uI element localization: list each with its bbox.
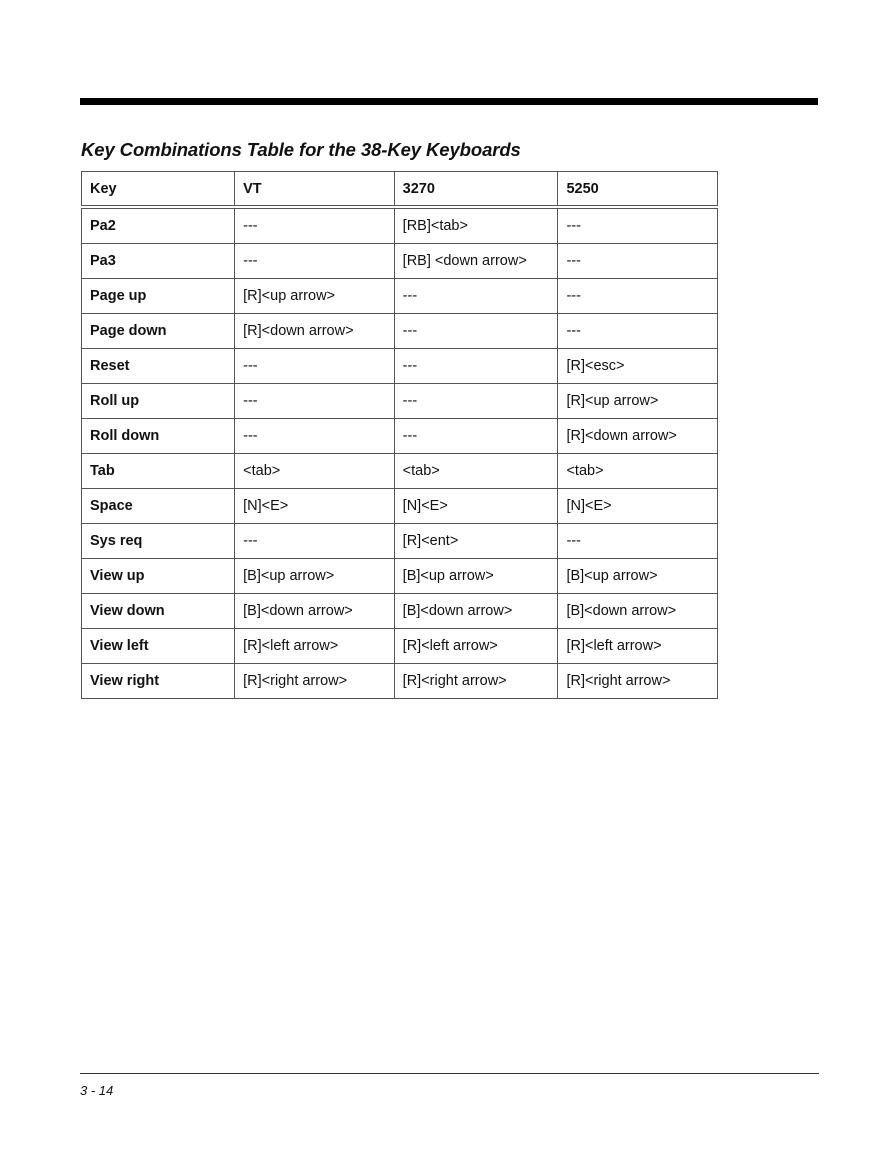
3270-cell: --- <box>394 279 558 314</box>
key-cell: View right <box>82 664 235 699</box>
table-row <box>82 524 718 559</box>
table-row <box>82 664 718 699</box>
table-row <box>82 349 718 384</box>
table-row <box>82 489 718 524</box>
3270-cell: --- <box>394 314 558 349</box>
table-row <box>82 559 718 594</box>
3270-cell: [RB] <down arrow> <box>394 244 558 279</box>
vt-cell: --- <box>235 349 395 384</box>
5250-cell: [R]<down arrow> <box>558 419 718 454</box>
page-title: Key Combinations Table for the 38-Key Keyboards <box>81 139 521 160</box>
table-row <box>82 384 718 419</box>
5250-cell: --- <box>558 524 718 559</box>
5250-cell: --- <box>558 244 718 279</box>
3270-cell: <tab> <box>394 454 558 489</box>
5250-cell: [R]<left arrow> <box>558 629 718 664</box>
top-rule <box>80 98 818 105</box>
key-cell: Sys req <box>82 524 235 559</box>
key-cell: Roll up <box>82 384 235 419</box>
key-cell: Pa2 <box>82 207 235 244</box>
3270-cell: [R]<left arrow> <box>394 629 558 664</box>
table-row <box>82 419 718 454</box>
5250-cell: --- <box>558 279 718 314</box>
key-cell: View left <box>82 629 235 664</box>
table-row <box>82 454 718 489</box>
key-cell: View down <box>82 594 235 629</box>
5250-cell: --- <box>558 314 718 349</box>
vt-cell: --- <box>235 524 395 559</box>
3270-cell: [R]<right arrow> <box>394 664 558 699</box>
5250-cell: [R]<esc> <box>558 349 718 384</box>
5250-cell: --- <box>558 207 718 244</box>
vt-cell: [N]<E> <box>235 489 395 524</box>
vt-cell: --- <box>235 384 395 419</box>
page-number: 3 - 14 <box>80 1083 114 1098</box>
vt-cell: [R]<down arrow> <box>235 314 395 349</box>
3270-cell: --- <box>394 419 558 454</box>
table-row <box>82 207 718 244</box>
table-body <box>82 207 718 699</box>
5250-cell: [B]<down arrow> <box>558 594 718 629</box>
vt-cell: <tab> <box>235 454 395 489</box>
5250-cell: [B]<up arrow> <box>558 559 718 594</box>
5250-cell: <tab> <box>558 454 718 489</box>
vt-cell: [B]<down arrow> <box>235 594 395 629</box>
table-header-row <box>82 172 718 208</box>
vt-cell: [R]<left arrow> <box>235 629 395 664</box>
key-cell: Page up <box>82 279 235 314</box>
vt-cell: [R]<right arrow> <box>235 664 395 699</box>
3270-cell: --- <box>394 349 558 384</box>
3270-cell: [RB]<tab> <box>394 207 558 244</box>
key-cell: Tab <box>82 454 235 489</box>
column-header-key: Key <box>82 172 235 208</box>
key-combinations-table <box>81 171 718 699</box>
3270-cell: [B]<down arrow> <box>394 594 558 629</box>
column-header-vt: VT <box>235 172 395 208</box>
key-cell: Page down <box>82 314 235 349</box>
key-cell: View up <box>82 559 235 594</box>
vt-cell: --- <box>235 207 395 244</box>
column-header-3270: 3270 <box>394 172 558 208</box>
5250-cell: [R]<up arrow> <box>558 384 718 419</box>
table-row <box>82 279 718 314</box>
vt-cell: --- <box>235 244 395 279</box>
3270-cell: [B]<up arrow> <box>394 559 558 594</box>
key-cell: Roll down <box>82 419 235 454</box>
column-header-5250: 5250 <box>558 172 718 208</box>
footer-rule <box>80 1073 819 1074</box>
table-row <box>82 594 718 629</box>
table-row <box>82 629 718 664</box>
vt-cell: [B]<up arrow> <box>235 559 395 594</box>
3270-cell: [R]<ent> <box>394 524 558 559</box>
vt-cell: --- <box>235 419 395 454</box>
5250-cell: [R]<right arrow> <box>558 664 718 699</box>
3270-cell: --- <box>394 384 558 419</box>
key-cell: Reset <box>82 349 235 384</box>
key-cell: Space <box>82 489 235 524</box>
table-row <box>82 244 718 279</box>
5250-cell: [N]<E> <box>558 489 718 524</box>
vt-cell: [R]<up arrow> <box>235 279 395 314</box>
key-cell: Pa3 <box>82 244 235 279</box>
table-row <box>82 314 718 349</box>
3270-cell: [N]<E> <box>394 489 558 524</box>
